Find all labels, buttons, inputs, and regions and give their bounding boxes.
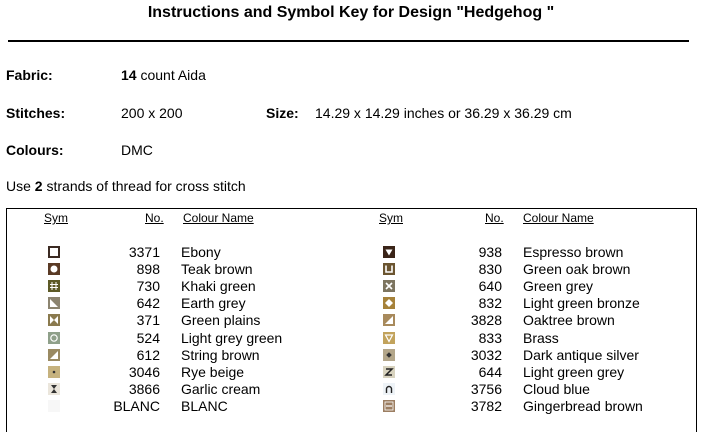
colour-name: Dark antique silver (523, 346, 639, 363)
symbol-swatch-icon (48, 314, 60, 326)
symbol-swatch-icon (383, 332, 395, 344)
size-value: 14.29 x 14.29 inches or 36.29 x 36.29 cm (315, 105, 572, 121)
header-name-right: Colour Name (523, 211, 594, 225)
dmc-number: 371 (136, 312, 160, 329)
colour-name: Garlic cream (181, 380, 261, 397)
colour-name: Ebony (181, 244, 221, 260)
header-no-left: No. (145, 211, 164, 225)
strands-pre: Use (6, 178, 35, 194)
dmc-number: 3828 (470, 312, 502, 329)
symbol-swatch-icon (383, 314, 395, 326)
dmc-number: 3032 (470, 346, 502, 363)
symbol-swatch-icon (383, 366, 395, 378)
dmc-number: 612 (136, 346, 160, 363)
colour-name: Light green grey (523, 363, 625, 380)
symbol-swatch-icon (48, 349, 60, 361)
header-no-right: No. (485, 211, 504, 225)
header-name-left: Colour Name (183, 211, 254, 225)
fabric-type: count Aida (136, 67, 206, 83)
colour-name: Teak brown (181, 261, 253, 278)
symbol-swatch-icon (383, 297, 395, 309)
symbol-swatch-icon (48, 383, 60, 395)
dmc-number: 3756 (470, 380, 502, 397)
dmc-number: 3046 (128, 363, 160, 380)
symbol-swatch-icon (383, 280, 395, 292)
colour-name: Earth grey (181, 295, 246, 312)
colour-name: BLANC (181, 397, 228, 414)
colour-name: Gingerbread brown (523, 397, 643, 414)
colour-name: Cloud blue (523, 380, 590, 397)
colours-label: Colours: (6, 142, 64, 158)
dmc-number: 832 (478, 295, 502, 312)
page-title: Instructions and Symbol Key for Design "Hedgehog " (147, 4, 555, 21)
strands-post: strands of thread for cross stitch (42, 178, 246, 194)
dmc-number: 640 (478, 278, 502, 295)
dmc-number: 642 (136, 295, 160, 312)
colour-name: Light grey green (181, 329, 283, 346)
dmc-number: 524 (136, 329, 160, 346)
title-rule (8, 40, 689, 42)
stitches-value: 200 x 200 (121, 105, 183, 121)
dmc-number: 898 (136, 261, 160, 278)
fabric-count: 14 (121, 67, 137, 83)
dmc-number: 830 (478, 261, 502, 278)
symbol-swatch-icon (48, 332, 60, 344)
symbol-swatch-icon (383, 263, 395, 275)
symbol-swatch-icon (383, 383, 395, 395)
symbol-swatch-icon (383, 349, 395, 361)
colour-name: Espresso brown (523, 244, 624, 260)
size-label: Size: (266, 105, 299, 121)
fabric-label: Fabric: (6, 67, 53, 83)
stitches-label: Stitches: (6, 105, 66, 121)
symbol-swatch-icon (48, 280, 60, 292)
colour-name: Brass (523, 329, 559, 346)
colour-name: Khaki green (181, 278, 256, 295)
dmc-number: 833 (478, 329, 502, 346)
dmc-number: 3782 (470, 397, 502, 414)
colour-name: Oaktree brown (523, 312, 615, 329)
colour-name: Green grey (523, 278, 594, 295)
colour-name: Green plains (181, 312, 261, 329)
strands-count: 2 (34, 178, 43, 194)
strands-instruction (6, 178, 246, 194)
symbol-swatch-icon (383, 246, 395, 258)
dmc-number: 644 (478, 363, 502, 380)
colour-name: Light green bronze (523, 295, 640, 312)
symbol-swatch-icon (48, 297, 60, 309)
header-sym-left: Sym (44, 211, 68, 225)
dmc-number: 938 (478, 244, 502, 260)
dmc-number: 3866 (128, 380, 160, 397)
symbol-swatch-icon (48, 263, 60, 275)
dmc-number: BLANC (113, 397, 160, 414)
dmc-number: 730 (136, 278, 160, 295)
colours-value: DMC (121, 142, 153, 158)
symbol-swatch-icon (48, 400, 60, 412)
dmc-number: 3371 (128, 244, 160, 260)
fabric-value (121, 67, 206, 83)
colour-name: Green oak brown (523, 261, 631, 278)
header-sym-right: Sym (379, 211, 403, 225)
symbol-swatch-icon (48, 366, 60, 378)
colour-name: Rye beige (181, 363, 245, 380)
symbol-swatch-icon (48, 246, 60, 258)
colour-name: String brown (181, 346, 260, 363)
symbol-swatch-icon (383, 400, 395, 412)
